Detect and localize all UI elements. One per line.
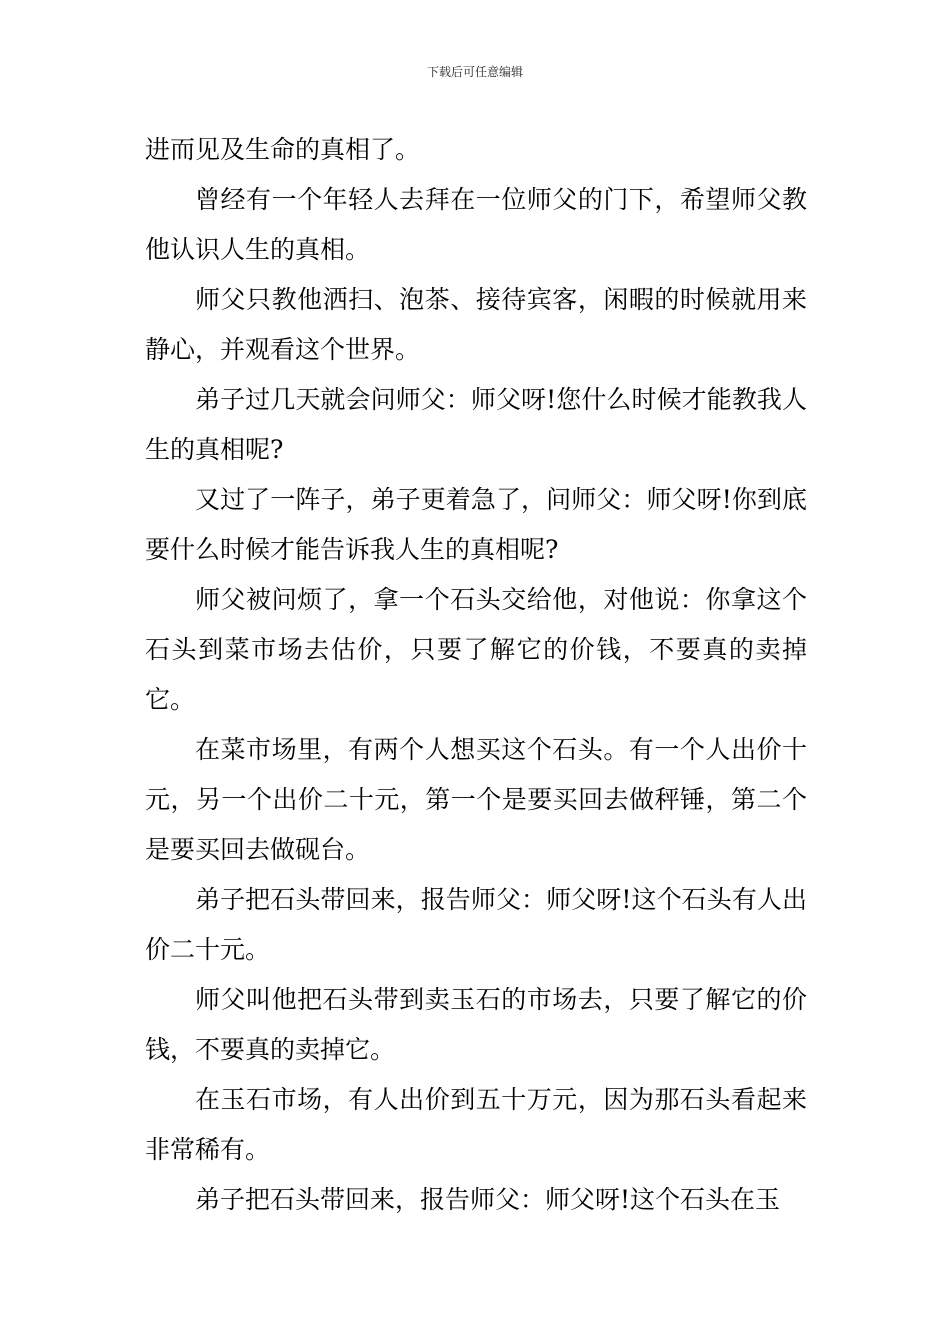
page-header: 下载后可任意编辑: [426, 65, 523, 79]
paragraph: 师父叫他把石头带到卖玉石的市场去，只要了解它的价钱，不要真的卖掉它。: [145, 985, 807, 1064]
paragraph: 弟子把石头带回来，报告师父：师父呀!这个石头有人出价二十元。: [145, 885, 807, 964]
paragraph: 师父被问烦了，拿一个石头交给他，对他说：你拿这个石头到菜市场去估价，只要了解它的价钱，不要真的卖掉它。: [145, 585, 807, 714]
paragraph: 在菜市场里，有两个人想买这个石头。有一个人出价十元，另一个出价二十元，第一个是要买回去做秤锤，第二个是要买回去做砚台。: [145, 735, 807, 864]
document-body: [145, 125, 807, 1225]
paragraph: 弟子过几天就会问师父：师父呀!您什么时候才能教我人生的真相呢?: [145, 385, 807, 464]
paragraph: 师父只教他洒扫、泡茶、接待宾客，闲暇的时候就用来静心，并观看这个世界。: [145, 285, 807, 364]
paragraph: 曾经有一个年轻人去拜在一位师父的门下，希望师父教他认识人生的真相。: [145, 185, 807, 264]
paragraph: 在玉石市场，有人出价到五十万元，因为那石头看起来非常稀有。: [145, 1085, 807, 1164]
paragraph: 弟子把石头带回来，报告师父：师父呀!这个石头在玉: [195, 1185, 781, 1214]
paragraph: 又过了一阵子，弟子更着急了，问师父：师父呀!你到底要什么时候才能告诉我人生的真相呢?: [145, 485, 807, 564]
paragraph: 进而见及生命的真相了。: [145, 135, 421, 164]
